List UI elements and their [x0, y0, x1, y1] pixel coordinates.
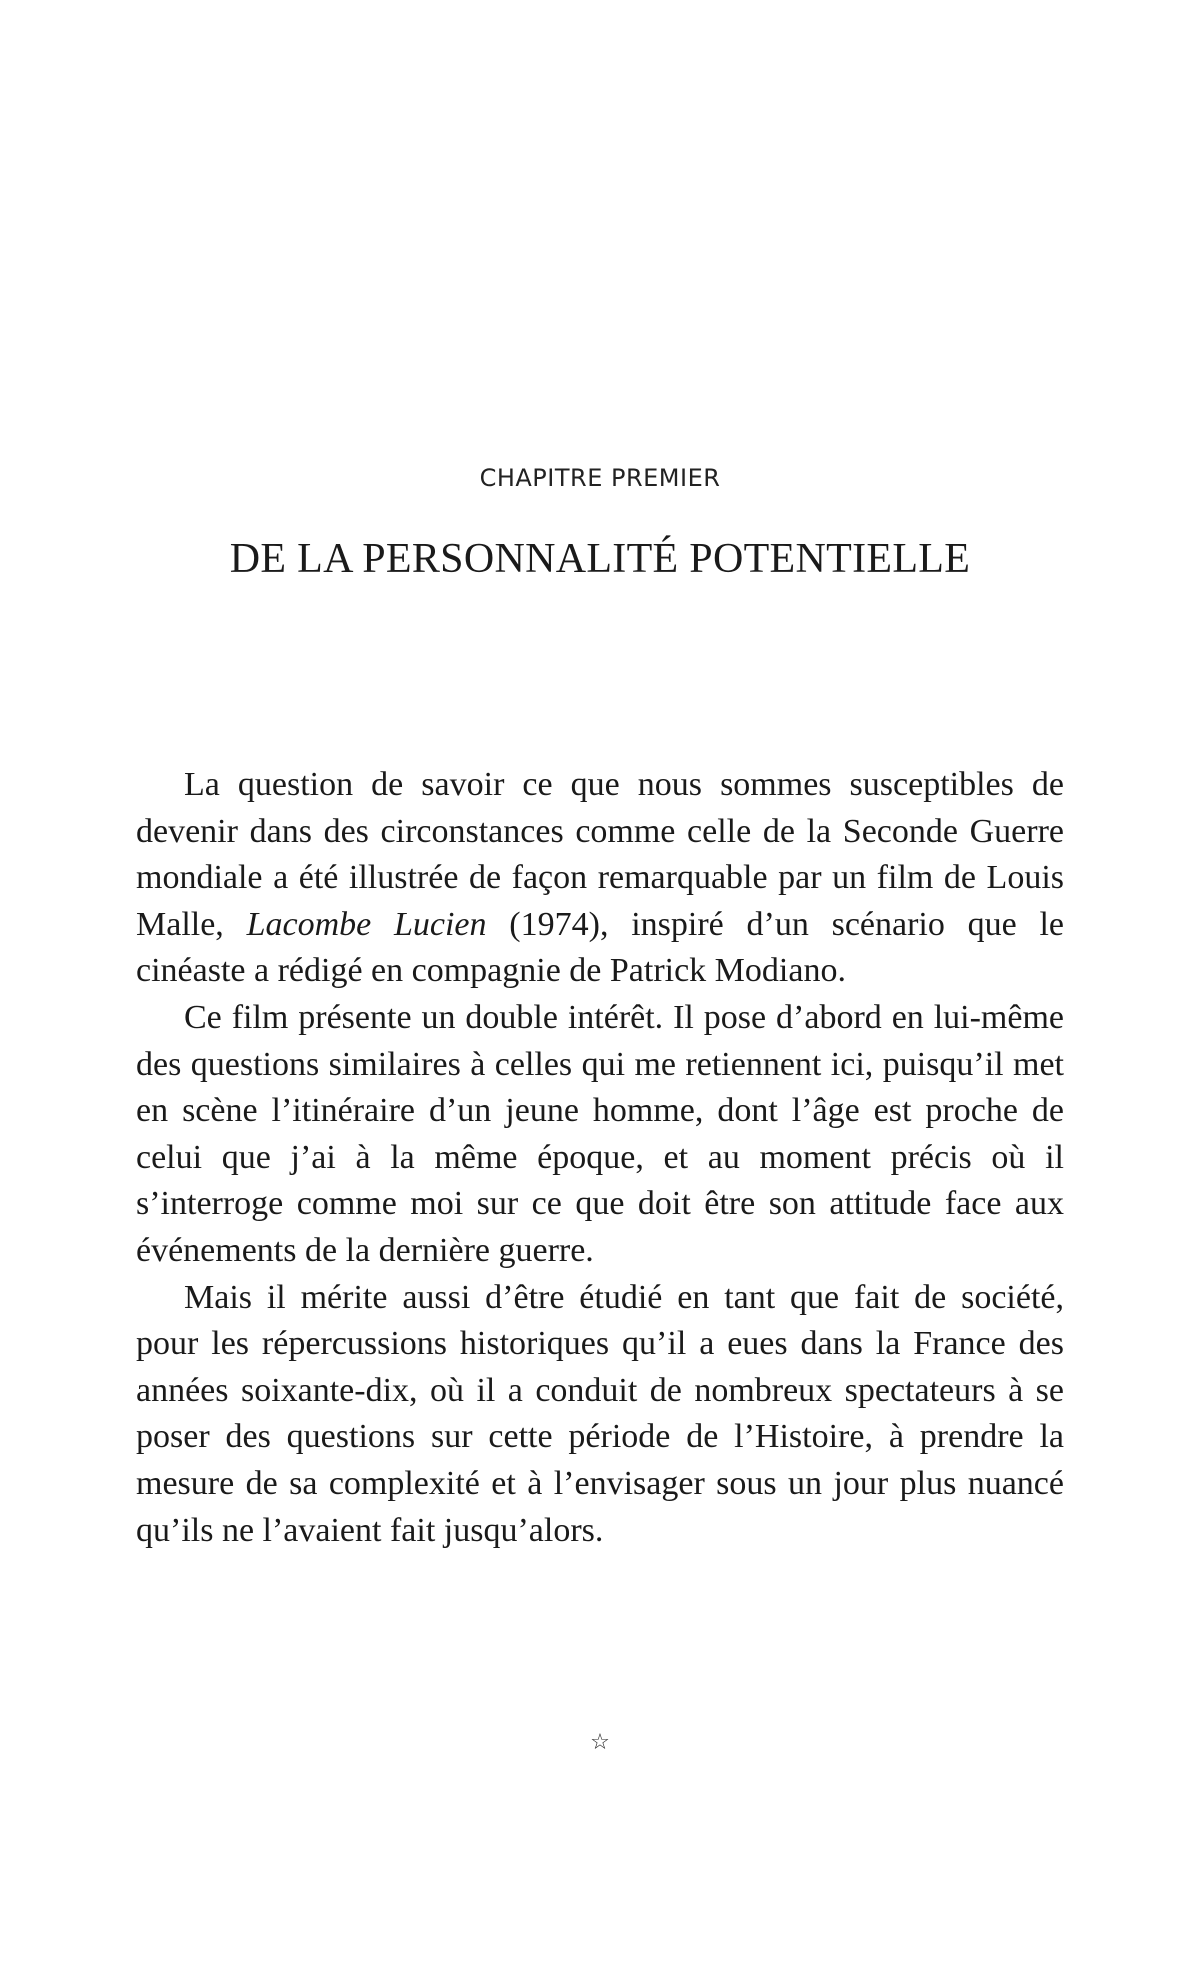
paragraph-2: Ce film présente un double intérêt. Il pose d’abord en lui-même des questions similaires à celles qui me retiennent ici, puisqu’il met en scène l’itinéraire d’un jeune homme, dont l’âge est proche de celui que j’ai à la même époque, et au moment précis où il s’interroge comme moi sur ce que doit être son attitude face aux événements de la dernière guerre.: [136, 998, 1064, 1269]
paragraph-1: [136, 762, 1064, 995]
body-text: [136, 762, 1064, 1554]
chapter-label: CHAPITRE PREMIER: [479, 464, 721, 492]
chapter-title: DE LA PERSONNALITÉ POTENTIELLE: [229, 536, 971, 582]
paragraph-3: Mais il mérite aussi d’être étudié en tant que fait de société, pour les répercussions historiques qu’il a eues dans la France des années soixante-dix, où il a conduit de nombreux spectateurs à se poser des questions sur cette période de l’Histoire, à prendre la mesure de sa complexité et à l’envisager sous un jour plus nuancé qu’ils ne l’avaient fait jusqu’alors.: [136, 1278, 1064, 1549]
section-separator-icon: ☆: [590, 1730, 610, 1755]
paragraph-1-text-before: La question de savoir ce que nous sommes susceptibles de devenir dans des circonstances comme celle de la Seconde Guerre mondiale a été illustrée de façon remarquable par un film de Louis Malle,: [136, 766, 1064, 943]
paragraph-1-text-after: (1974), inspiré d’un scénario que le cinéaste a rédigé en compagnie de Patrick Modiano.: [136, 905, 1065, 990]
film-title: Lacombe Lucien: [246, 905, 487, 943]
